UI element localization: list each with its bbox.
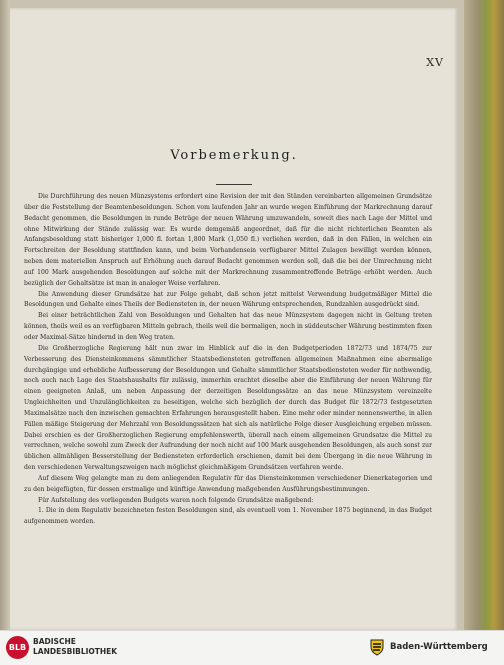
paragraph: Die Anwendung dieser Grundsätze hat zur Folge gehabt, daß schon jetzt mittelst Verwendung budgetmäßiger Mittel die Besoldungen und Gehalte eines Theils der Bediensteten in, der neuen Währung entsprechenden, Rundzahlen ausgedrückt sind. [24,290,432,309]
blb-logo-icon[interactable]: BLB [6,636,29,659]
paragraph: 1. Die in dem Regulativ bezeichneten festen Besoldungen sind, als eventuell vom 1. November 1875 beginnend, in das Budget aufgenommen worden. [24,507,432,526]
coat-of-arms-icon[interactable] [368,638,386,656]
heading-rule [216,184,252,185]
book-page [10,8,458,630]
book-cover-edge [464,0,504,630]
paragraph: Die Großherzogliche Regierung hält nun zwar im Hinblick auf die in den Budgetperioden 1872/73 und 1874/75 zur Verbesserung des Diensteinkommens sämmtlicher Staatsbediensteten getroffenen allgemeinen Maßnahmen eine abermalige durchgängige und erhebliche Aufbesserung der Besoldungen und Gehalte sämmtlicher Staatsbediensteten weder für nothwendig, noch auch nach Lage des Staatshaushalts für zulässig, immerhin erachtet dieselbe aber die Einführung der neuen Währung für einen geeigneten Anlaß, um neben Anpassung der derzeitigen Besoldungssätze an das neue Münzsystem vereinzelte Ungleichheiten und Unzulänglichkeiten zu beseitigen, welche sich bezüglich der durch das Budget für 1872/73 festgesetzten Maximalsätze nach den inzwischen gemachten Erfahrungen herausgestellt haben. Eine mehr oder minder nennenswerthe, in allen Fällen mäßige Steigerung der Mehrzahl von Besoldungssätzen hat sich als natürliche Folge dieser Ausgleichung ergeben müssen. Dabei erschien es der Großherzoglichen Regierung empfehlenswerth, überall nach einem allgemeinen Grundsatze die Mittel zu verrechnen, welche sowohl zum Zweck der Aufrundung der noch nicht auf 100 Mark ausgehenden Besoldungen, als auch sonst zur üblichen allmähligen Besserstellung der Bediensteten erforderlich erschienen, damit bei dem Übergang in die neue Währung in den verschiedenen Verwaltungszweigen nach möglichst gleichmäßigem Grundsätzen verfahren werde. [24,344,432,472]
book-spine-edge [0,0,10,630]
paragraph: Auf diesem Weg gelangte man zu dem anliegenden Regulativ für das Diensteinkommen verschiedener Dienerkategorien und zu den beigefügten, für dessen erstmalige und künftige Anwendung maßgebenden Ausführungsbestimmungen. [24,474,432,493]
library-name-line1: BADISCHE [33,637,76,646]
paragraph: Für Aufstellung des vorliegenden Budgets waren noch folgende Grundsätze maßgebend: [38,496,314,504]
paragraph: Bei einer beträchtlichen Zahl von Besoldungen und Gehalten hat das neue Münzsystem dagegen nicht in Geltung treten können, theils weil es an verfügbaren Mitteln gebrach, theils weil die bermaligen, noch in süddeutscher Währung bestimmten fixen oder Maximal-Sätze hindernd in den Weg traten. [24,312,432,341]
paragraph: Die Durchführung des neuen Münzsystems erfordert eine Revision der mit den Ständen vereinbarten allgemeinen Grundsätze über die Feststellung der Beamtenbesoldungen. Schon vom laufenden Jahr an wurde wegen Einführung der Markrechnung darauf Bedacht genommen, die Besoldungen in runde Beträge der neuen Währung umzuwandeln, soweit dies nach Lage der Mittel und ohne Mitwirkung der Stände zulässig war. Es wurde demgemäß angeordnet, daß für die nicht richterlichen Beamten als Anfangsbesoldung statt bisheriger 1,000 fl. fortan 1,800 Mark (1,050 fl.) verliehen werden, daß in den Fällen, in welchen ein Fortschreiten der Besoldung stattfinden kann, und beim Vorhandensein verfügbarer Mittel Zulagen bewilligt werden können, neben dem materiellen Anspruch auf Erhöhung auch darauf Bedacht genommen werden soll, daß die bei der Umrechnung nicht auf 100 Mark ausgehenden Besoldungen auf solche mit der Markrechnung zusammentreffende Beträge erhöht werden. Auch bezüglich der Gehaltsätze ist man in analoger Weise verfahren. [24,193,432,287]
page-number: XV [426,56,444,69]
library-name-line2: LANDESBIBLIOTHEK [33,647,118,656]
state-name[interactable]: Baden-Württemberg [390,642,488,652]
library-name[interactable] [33,637,117,657]
page-heading: Vorbemerkung. [170,148,298,163]
body-text [24,192,432,528]
